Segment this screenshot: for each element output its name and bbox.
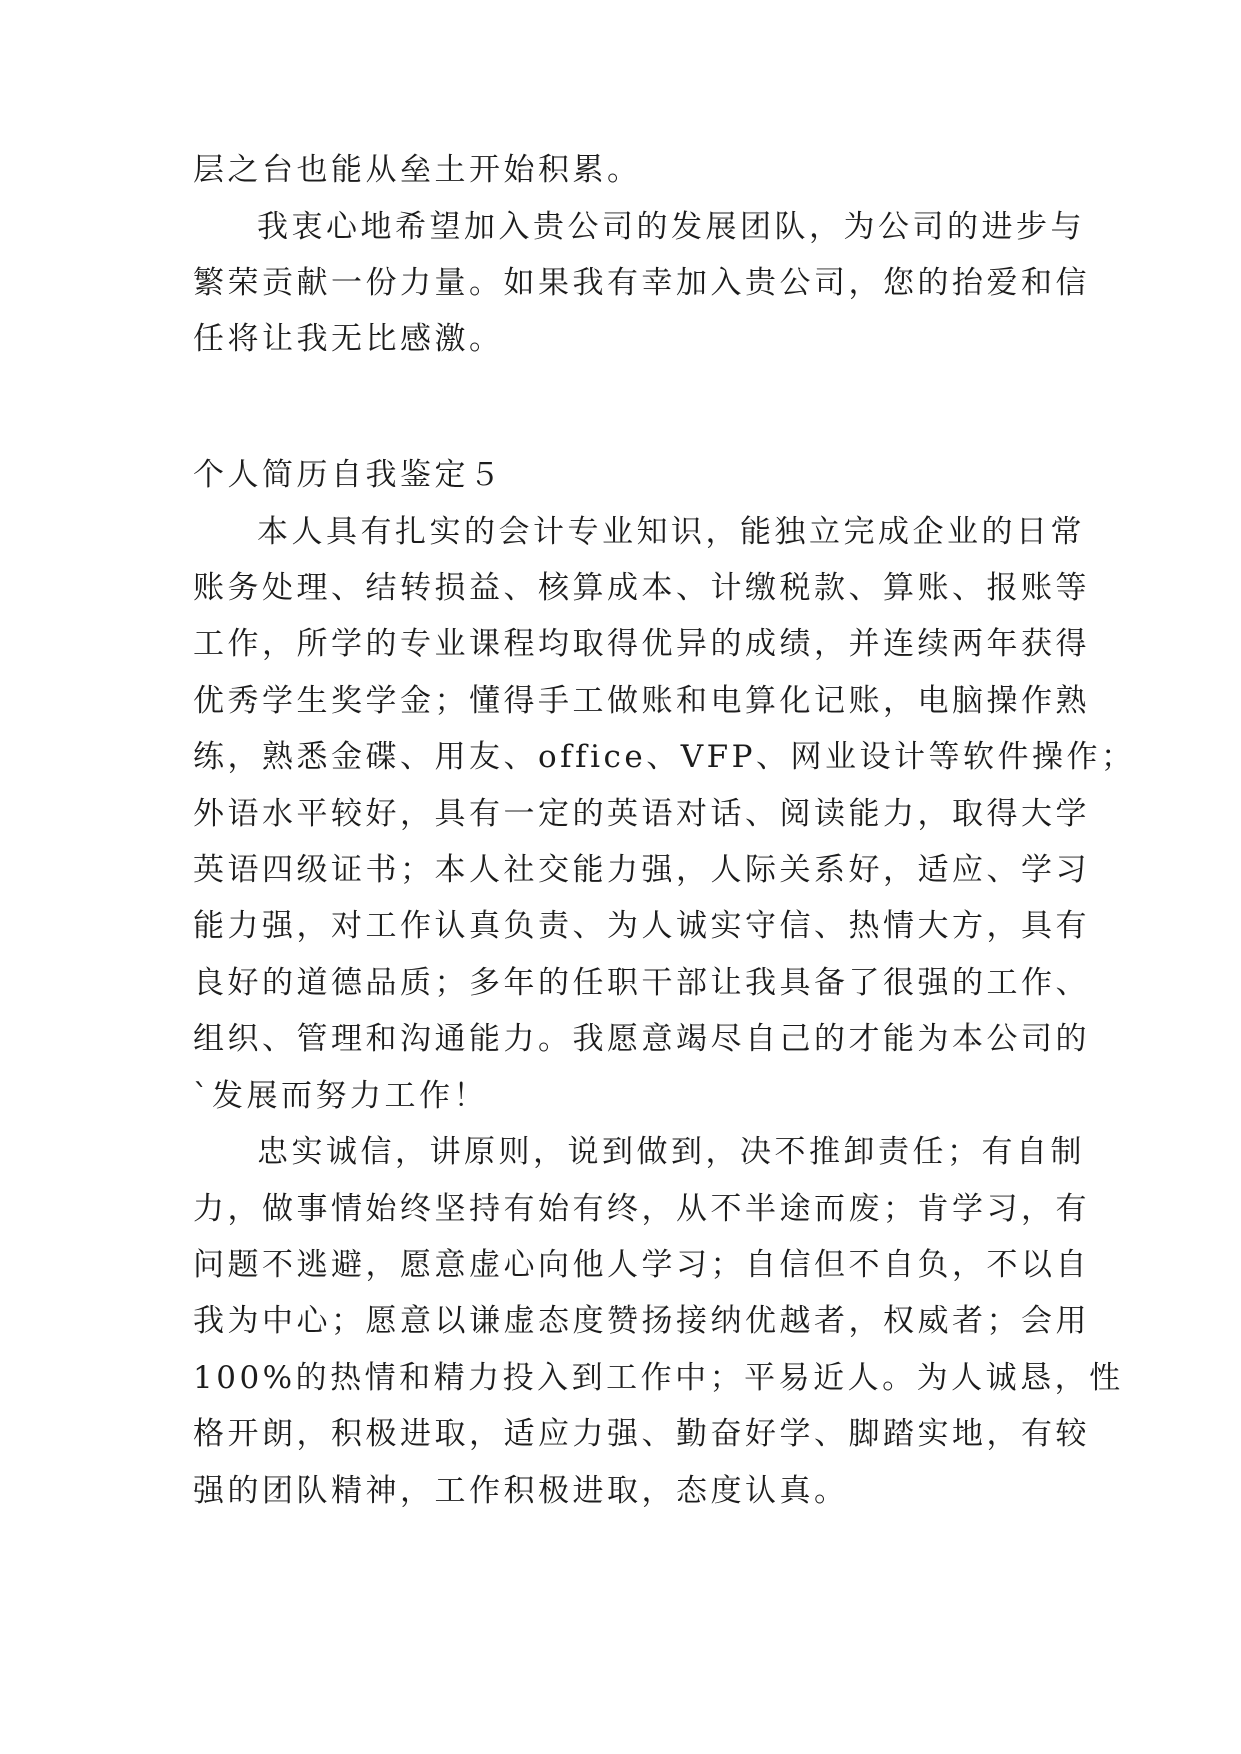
text-line: 能力强，对工作认真负责、为人诚实守信、热情大方，具有: [193, 908, 1090, 944]
section-heading: 个人简历自我鉴定５: [193, 457, 504, 493]
text-line: 组织、管理和沟通能力。我愿意竭尽自己的才能为本公司的: [193, 1021, 1090, 1057]
text-line: 力，做事情始终坚持有始有终，从不半途而废；肯学习，有: [193, 1191, 1090, 1227]
text-line: 强的团队精神，工作积极进取，态度认真。: [193, 1473, 849, 1509]
text-line: 问题不逃避，愿意虚心向他人学习；自信但不自负，不以自: [193, 1247, 1090, 1283]
text-line: 格开朗，积极进取，适应力强、勤奋好学、脚踏实地，有较: [193, 1416, 1090, 1452]
paragraph-first-line: 本人具有扎实的会计专业知识，能独立完成企业的日常: [257, 514, 1085, 550]
text-line: 良好的道德品质；多年的任职干部让我具备了很强的工作、: [193, 965, 1090, 1001]
text-line: 繁荣贡献一份力量。如果我有幸加入贵公司，您的抬爱和信: [193, 265, 1090, 301]
text-line: 练，熟悉金碟、用友、office、VFP、网业设计等软件操作；: [193, 739, 1136, 775]
paragraph-first-line: 忠实诚信，讲原则，说到做到，决不推卸责任；有自制: [257, 1134, 1085, 1170]
text-line: 账务处理、结转损益、核算成本、计缴税款、算账、报账等: [193, 570, 1090, 606]
text-line: 任将让我无比感激。: [193, 321, 504, 357]
paragraph-first-line: 我衷心地希望加入贵公司的发展团队，为公司的进步与: [257, 209, 1085, 245]
text-line: 外语水平较好，具有一定的英语对话、阅读能力，取得大学: [193, 796, 1090, 832]
text-line: 层之台也能从垒土开始积累。: [193, 152, 642, 188]
text-line: 优秀学生奖学金；懂得手工做账和电算化记账，电脑操作熟: [193, 683, 1090, 719]
text-line: 100%的热情和精力投入到工作中；平易近人。为人诚恳，性: [193, 1360, 1124, 1396]
text-line: 我为中心；愿意以谦虚态度赞扬接纳优越者，权威者；会用: [193, 1303, 1090, 1339]
text-line: 工作，所学的专业课程均取得优异的成绩，并连续两年获得: [193, 626, 1090, 662]
text-line: 英语四级证书；本人社交能力强，人际关系好，适应、学习: [193, 852, 1090, 888]
text-line: `发展而努力工作！: [193, 1078, 488, 1114]
